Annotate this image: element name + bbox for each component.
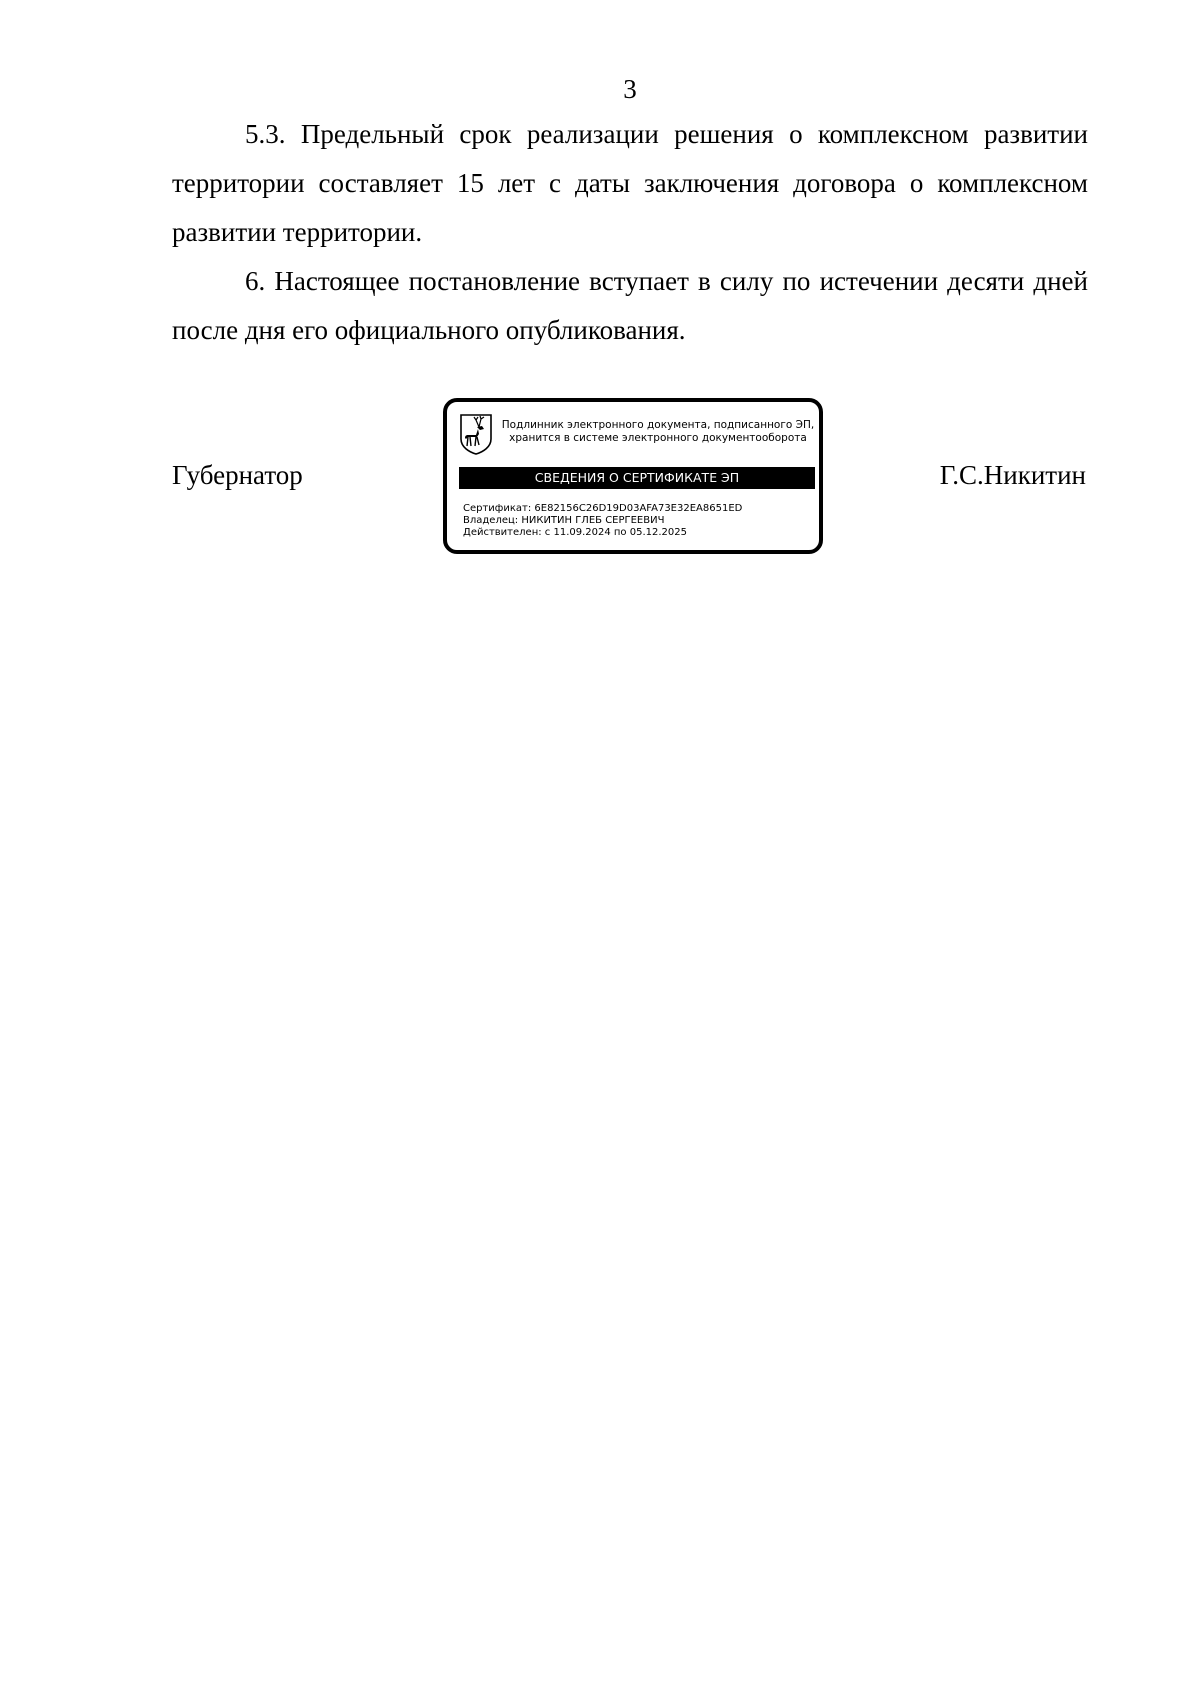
signatory-position: Губернатор bbox=[172, 460, 303, 490]
certificate-details bbox=[463, 503, 742, 539]
page-number: 3 bbox=[623, 74, 637, 104]
paragraph-5-3: 5.3. Предельный срок реализации решения о комплексном развитии территории составляет 15 лет с даты заключения договора о комплексном развитии территории. bbox=[172, 119, 1088, 247]
electronic-signature-stamp bbox=[443, 398, 823, 554]
certificate-validity: Действителен: с 11.09.2024 по 05.12.2025 bbox=[463, 527, 687, 538]
stamp-note bbox=[497, 419, 819, 445]
stamp-note-line-1: Подлинник электронного документа, подписанного ЭП, bbox=[501, 419, 815, 431]
stamp-note-line-2: хранится в системе электронного документооборота bbox=[509, 432, 807, 444]
paragraph-6: 6. Настоящее постановление вступает в силу по истечении десяти дней после дня его официального опубликования. bbox=[172, 266, 1088, 345]
signatory-name: Г.С.Никитин bbox=[939, 460, 1086, 490]
document-body bbox=[172, 110, 1088, 355]
certificate-number: Сертификат: 6E82156C26D19D03AFA73E32EA8651ED bbox=[463, 503, 743, 514]
stamp-band-title: СВЕДЕНИЯ О СЕРТИФИКАТЕ ЭП bbox=[459, 467, 815, 489]
certificate-owner: Владелец: НИКИТИН ГЛЕБ СЕРГЕЕВИЧ bbox=[463, 515, 665, 526]
deer-emblem-icon bbox=[459, 413, 493, 455]
